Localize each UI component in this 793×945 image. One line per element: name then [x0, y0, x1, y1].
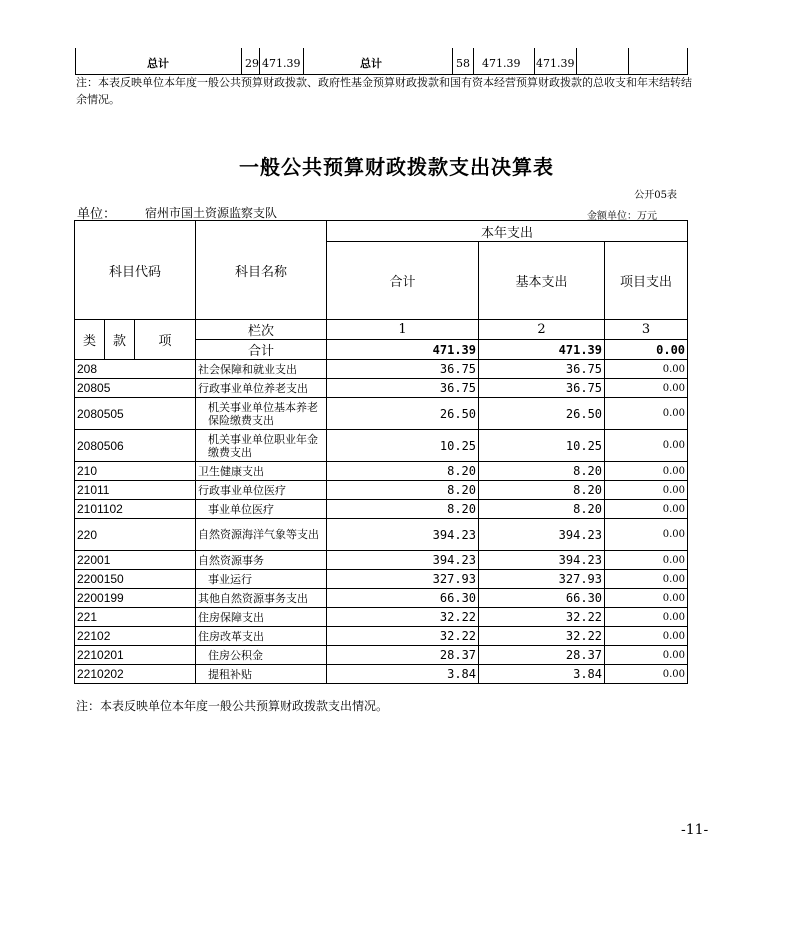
row-total: 28.37: [327, 646, 479, 665]
basic-header: 基本支出: [479, 242, 605, 320]
previous-table-total-row: [75, 54, 688, 75]
row-code: 208: [75, 360, 196, 379]
divider: [452, 48, 453, 74]
row-code: 21011: [75, 481, 196, 500]
unit-label: 单位：: [77, 207, 117, 222]
row-basic: 36.75: [479, 379, 605, 398]
col2-label: 2: [479, 320, 605, 340]
row-basic: 327.93: [479, 570, 605, 589]
expenditure-table: [74, 220, 688, 684]
table-row: [75, 462, 688, 481]
row-project: 0.00: [605, 570, 688, 589]
row-code: 2200150: [75, 570, 196, 589]
lei-header: 类: [75, 320, 105, 360]
left-total-label: 总计: [147, 57, 169, 70]
table-row: [75, 430, 688, 462]
row-total: 394.23: [327, 551, 479, 570]
row-basic: 8.20: [479, 481, 605, 500]
row-name: 卫生健康支出: [196, 462, 327, 481]
divider: [241, 48, 242, 74]
row-name: 机关事业单位基本养老保险缴费支出: [196, 398, 327, 430]
row-code: 2200199: [75, 589, 196, 608]
row-name: 社会保障和就业支出: [196, 360, 327, 379]
row-basic: 8.20: [479, 500, 605, 519]
row-project: 0.00: [605, 360, 688, 379]
table-row: [75, 481, 688, 500]
table-row: [75, 551, 688, 570]
row-project: 0.00: [605, 398, 688, 430]
row-name: 住房改革支出: [196, 627, 327, 646]
table-row: [75, 665, 688, 684]
subject-code-header: 科目代码: [75, 221, 196, 320]
row-total: 327.93: [327, 570, 479, 589]
divider: [534, 48, 535, 74]
divider: [473, 48, 474, 74]
divider: [628, 48, 629, 74]
row-total: 394.23: [327, 519, 479, 551]
row-name: 自然资源海洋气象等支出: [196, 519, 327, 551]
row-total: 8.20: [327, 500, 479, 519]
right-total-label: 总计: [360, 57, 382, 70]
row-total: 8.20: [327, 462, 479, 481]
table-row: [75, 608, 688, 627]
row-project: 0.00: [605, 462, 688, 481]
row-project: 0.00: [605, 608, 688, 627]
row-name: 行政事业单位养老支出: [196, 379, 327, 398]
total-row-project: 0.00: [605, 340, 688, 360]
row-basic: 32.22: [479, 608, 605, 627]
row-total: 36.75: [327, 379, 479, 398]
total-row-total: 471.39: [327, 340, 479, 360]
subject-name-header: 科目名称: [196, 221, 327, 320]
row-basic: 10.25: [479, 430, 605, 462]
divider: [576, 48, 577, 74]
row-name: 事业单位医疗: [196, 500, 327, 519]
row-project: 0.00: [605, 551, 688, 570]
row-total: 32.22: [327, 627, 479, 646]
row-basic: 26.50: [479, 398, 605, 430]
divider: [687, 48, 688, 74]
form-number: 公开05表: [634, 190, 677, 201]
kuan-header: 款: [105, 320, 135, 360]
row-total: 66.30: [327, 589, 479, 608]
row-project: 0.00: [605, 646, 688, 665]
right-total-value1: 471.39: [482, 57, 521, 70]
year-expense-header: 本年支出: [327, 221, 688, 242]
row-total: 3.84: [327, 665, 479, 684]
divider: [75, 48, 76, 74]
left-total-row: 29: [245, 57, 259, 70]
table-row: [75, 398, 688, 430]
row-project: 0.00: [605, 500, 688, 519]
column-no-label: 栏次: [196, 320, 327, 340]
row-basic: 36.75: [479, 360, 605, 379]
row-total: 32.22: [327, 608, 479, 627]
table-row: [75, 379, 688, 398]
col1-label: 1: [327, 320, 479, 340]
row-project: 0.00: [605, 665, 688, 684]
row-name: 事业运行: [196, 570, 327, 589]
table-row: [75, 589, 688, 608]
unit-name: 宿州市国土资源监察支队: [145, 206, 278, 220]
row-total: 26.50: [327, 398, 479, 430]
amount-unit: 金额单位：万元: [587, 211, 657, 222]
right-total-value2: 471.39: [536, 57, 575, 70]
table-row: [75, 500, 688, 519]
page-title: 一般公共预算财政拨款支出决算表: [239, 155, 554, 179]
table-row: [75, 570, 688, 589]
row-project: 0.00: [605, 589, 688, 608]
row-name: 住房公积金: [196, 646, 327, 665]
total-header: 合计: [327, 242, 479, 320]
row-code: 2210202: [75, 665, 196, 684]
divider: [303, 48, 304, 74]
row-name: 提租补贴: [196, 665, 327, 684]
row-code: 210: [75, 462, 196, 481]
row-project: 0.00: [605, 379, 688, 398]
project-header: 项目支出: [605, 242, 688, 320]
table-row: [75, 360, 688, 379]
table-row: [75, 519, 688, 551]
row-basic: 32.22: [479, 627, 605, 646]
row-code: 22102: [75, 627, 196, 646]
row-project: 0.00: [605, 430, 688, 462]
row-code: 2101102: [75, 500, 196, 519]
row-total: 36.75: [327, 360, 479, 379]
row-name: 住房保障支出: [196, 608, 327, 627]
row-basic: 394.23: [479, 551, 605, 570]
row-code: 20805: [75, 379, 196, 398]
row-basic: 28.37: [479, 646, 605, 665]
row-basic: 3.84: [479, 665, 605, 684]
right-total-row: 58: [456, 57, 470, 70]
previous-table-note: 注：本表反映单位本年度一般公共预算财政拨款、政府性基金预算财政拨款和国有资本经营预算财政拨款的总收支和年末结转结余情况。: [76, 76, 692, 106]
col3-label: 3: [605, 320, 688, 340]
row-code: 2210201: [75, 646, 196, 665]
row-total: 10.25: [327, 430, 479, 462]
row-basic: 394.23: [479, 519, 605, 551]
row-code: 220: [75, 519, 196, 551]
table-row: [75, 627, 688, 646]
row-project: 0.00: [605, 627, 688, 646]
row-basic: 66.30: [479, 589, 605, 608]
table-footnote: 注：本表反映单位本年度一般公共预算财政拨款支出情况。: [76, 699, 389, 713]
total-row-label: 合计: [196, 340, 327, 360]
row-project: 0.00: [605, 519, 688, 551]
row-name: 其他自然资源事务支出: [196, 589, 327, 608]
table-row: [75, 646, 688, 665]
row-name: 自然资源事务: [196, 551, 327, 570]
row-name: 机关事业单位职业年金缴费支出: [196, 430, 327, 462]
page-number: -11-: [681, 822, 709, 838]
xiang-header: 项: [135, 320, 196, 360]
row-basic: 8.20: [479, 462, 605, 481]
row-name: 行政事业单位医疗: [196, 481, 327, 500]
row-code: 22001: [75, 551, 196, 570]
left-total-value: 471.39: [262, 57, 301, 70]
row-code: 2080506: [75, 430, 196, 462]
row-code: 2080505: [75, 398, 196, 430]
row-code: 221: [75, 608, 196, 627]
row-project: 0.00: [605, 481, 688, 500]
divider: [259, 48, 260, 74]
total-row-basic: 471.39: [479, 340, 605, 360]
row-total: 8.20: [327, 481, 479, 500]
